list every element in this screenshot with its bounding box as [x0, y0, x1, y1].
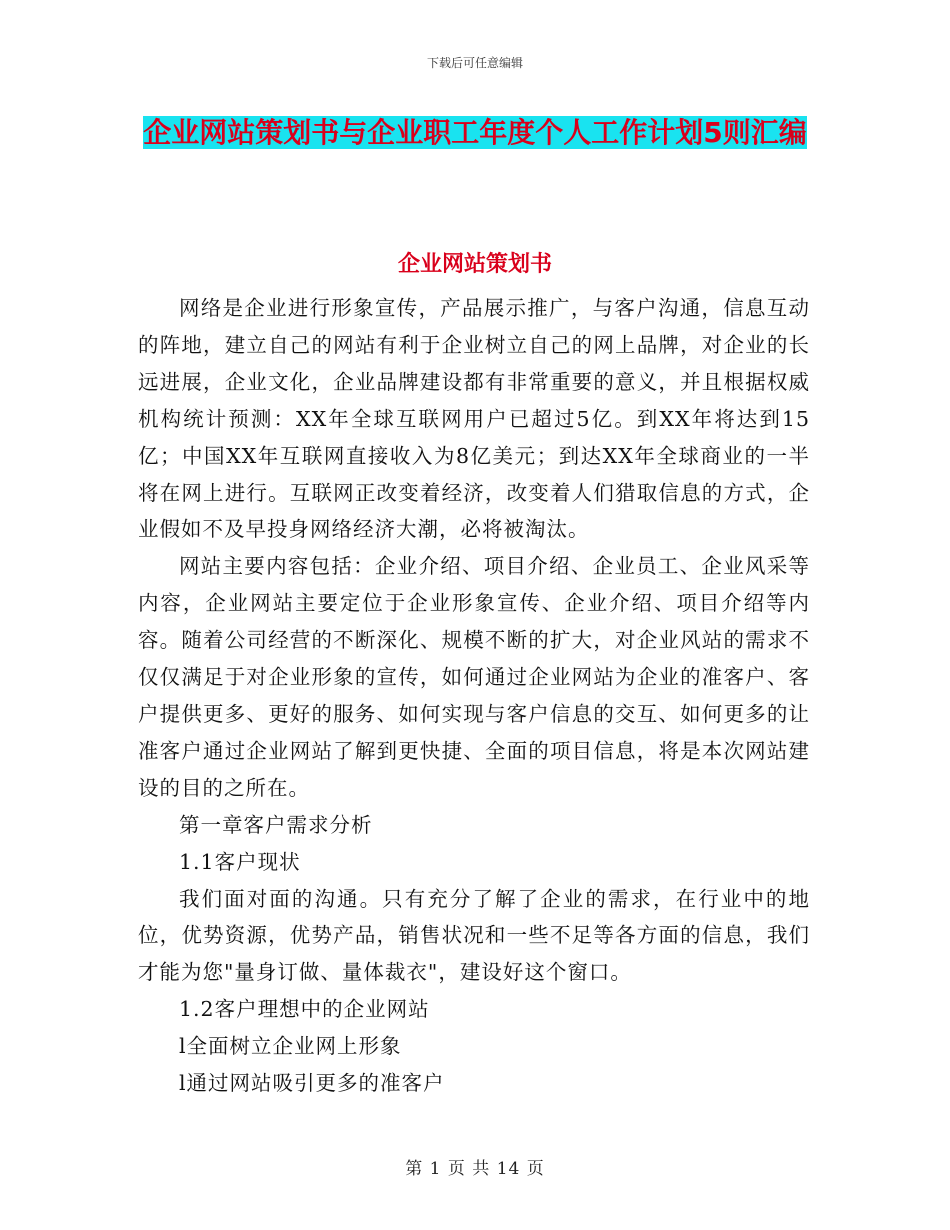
document-body [138, 290, 810, 1102]
section-title: 企业网站策划书 [397, 252, 552, 277]
list-item: l全面树立企业网上形象 [179, 1034, 402, 1059]
header-note: 下载后可任意编辑 [426, 56, 523, 70]
page-number: 第 1 页 共 14 页 [405, 1159, 545, 1179]
subsection-heading: 1.1客户现状 [179, 849, 301, 874]
paragraph: 我们面对面的沟通。只有充分了解了企业的需求，在行业中的地位，优势资源，优势产品，销售状况和一些不足等各方面的信息，我们才能为您"量身订做、量体裁衣"，建设好这个窗口。 [138, 886, 810, 985]
document-title-text: 企业网站策划书与企业职工年度个人工作计划5则汇编 [143, 116, 807, 149]
chapter-heading: 第一章客户需求分析 [179, 812, 373, 837]
document-title [140, 108, 810, 158]
paragraph: 网络是企业进行形象宣传，产品展示推广，与客户沟通，信息互动的阵地，建立自己的网站有利于企业树立自己的网上品牌，对企业的长远进展，企业文化，企业品牌建设都有非常重要的意义，并且根据权威机构统计预测：XX年全球互联网用户已超过5亿。到XX年将达到15亿；中国XX年互联网直接收入为8亿美元；到达XX年全球商业的一半将在网上进行。互联网正改变着经济，改变着人们猎取信息的方式，企业假如不及早投身网络经济大潮，必将被淘汰。 [138, 296, 810, 542]
list-item: l通过网站吸引更多的准客户 [179, 1071, 445, 1096]
paragraph: 网站主要内容包括：企业介绍、项目介绍、企业员工、企业风采等内容，企业网站主要定位于企业形象宣传、企业介绍、项目介绍等内容。随着公司经营的不断深化、规模不断的扩大，对企业风站的需求不仅仅满足于对企业形象的宣传，如何通过企业网站为企业的准客户、客户提供更多、更好的服务、如何实现与客户信息的交互、如何更多的让准客户通过企业网站了解到更快捷、全面的项目信息，将是本次网站建设的目的之所在。 [138, 554, 810, 800]
subsection-heading: 1.2客户理想中的企业网站 [179, 997, 430, 1022]
